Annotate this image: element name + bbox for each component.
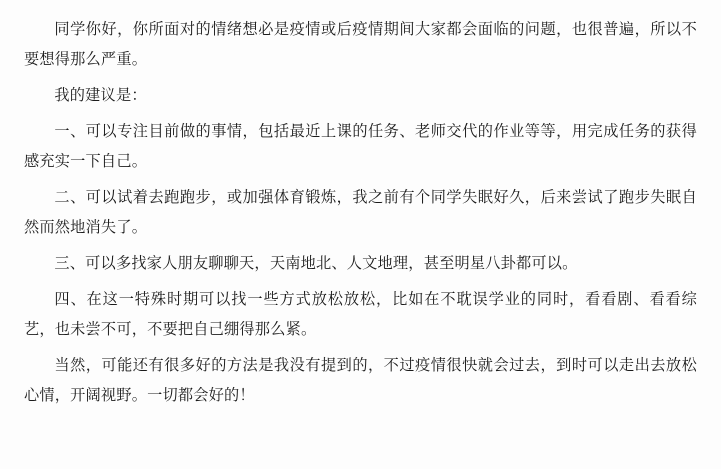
paragraph (24, 80, 697, 110)
paragraph-text: 一、可以专注目前做的事情，包括最近上课的任务、老师交代的作业等等，用完成任务的获得感充实一下自己。 (24, 122, 697, 170)
paragraph-text: 四、在这一特殊时期可以找一些方式放松放松，比如在不耽误学业的同时，看看剧、看看综艺，也未尝不可，不要把自己绷得那么紧。 (24, 290, 697, 338)
paragraph-text: 我的建议是： (54, 86, 147, 104)
paragraph-text: 二、可以试着去跑跑步，或加强体育锻炼，我之前有个同学失眠好久，后来尝试了跑步失眠自然而然地消失了。 (24, 188, 697, 236)
paragraph (24, 284, 697, 344)
paragraph (24, 182, 697, 242)
paragraph-text: 同学你好，你所面对的情绪想必是疫情或后疫情期间大家都会面临的问题，也很普遍，所以不要想得那么严重。 (24, 20, 697, 68)
paragraph (24, 350, 697, 410)
paragraph-text: 三、可以多找家人朋友聊聊天，天南地北、人文地理，甚至明星八卦都可以。 (54, 254, 578, 272)
paragraph-text: 当然，可能还有很多好的方法是我没有提到的，不过疫情很快就会过去，到时可以走出去放松心情，开阔视野。一切都会好的！ (24, 356, 697, 404)
document-body (24, 14, 697, 410)
paragraph (24, 14, 697, 74)
paragraph (24, 248, 697, 278)
paragraph (24, 116, 697, 176)
